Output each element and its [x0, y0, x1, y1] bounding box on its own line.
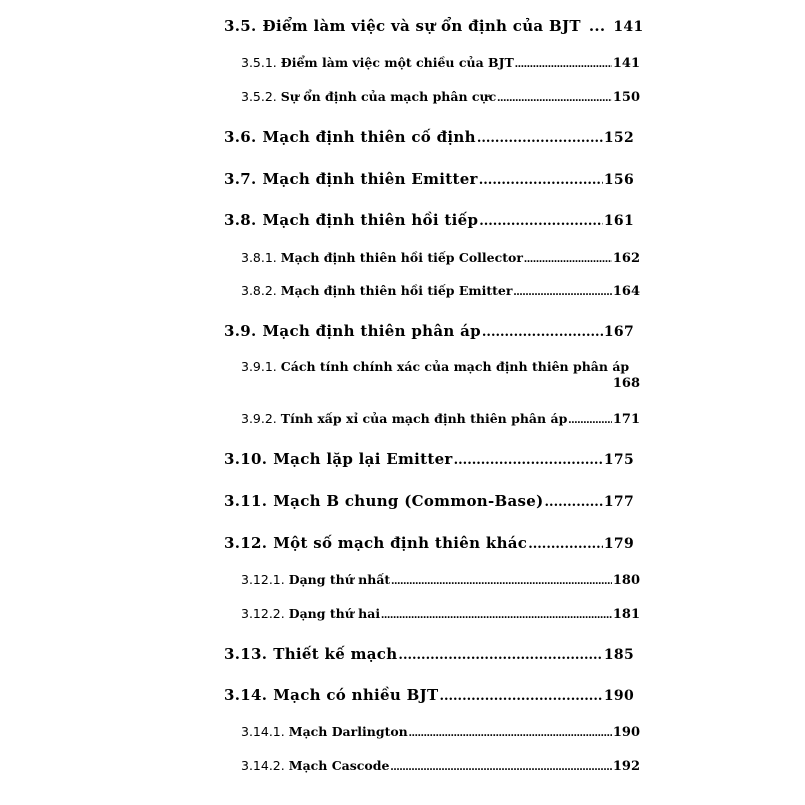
section-title: Mạch định thiên hồi tiếp	[262, 211, 479, 229]
section-title: Mạch Darlington	[288, 724, 408, 739]
dot-leader	[479, 170, 603, 188]
toc-entry-3-8-1[interactable]	[241, 250, 640, 267]
dot-leader	[482, 322, 603, 340]
section-title: Cách tính chính xác của mạch định thiên phân áp	[280, 359, 630, 374]
toc-entry-3-9[interactable]	[224, 322, 634, 340]
toc-entry-3-9-1[interactable]	[241, 359, 640, 391]
page-number: 192	[612, 759, 640, 774]
section-number: 3.8.2.	[241, 283, 277, 298]
section-number: 3.12.1.	[241, 572, 285, 587]
dot-leader	[497, 90, 612, 106]
section-title: Sự ổn định của mạch phân cực	[280, 89, 497, 104]
section-number: 3.9.	[224, 322, 257, 340]
page-number: 156	[603, 172, 634, 188]
toc-entry-3-14[interactable]	[224, 686, 634, 704]
section-number: 3.9.1.	[241, 359, 277, 374]
toc-entry-3-6[interactable]	[224, 128, 634, 146]
section-title: Mạch định thiên hồi tiếp Collector	[280, 250, 523, 265]
section-number: 3.7.	[224, 170, 257, 188]
page-number: 141	[613, 19, 644, 35]
dot-leader	[409, 725, 612, 741]
page-number: 177	[603, 494, 634, 510]
section-number: 3.5.	[224, 17, 257, 35]
section-number: 3.14.1.	[241, 724, 285, 739]
section-number: 3.11.	[224, 492, 268, 510]
page-number: 168	[612, 376, 640, 391]
toc-entry-3-7[interactable]	[224, 170, 634, 188]
section-number: 3.8.	[224, 211, 257, 229]
toc-entry-3-5-2[interactable]	[241, 89, 640, 106]
page-number: 181	[612, 607, 640, 622]
toc-entry-3-5[interactable]	[224, 17, 644, 35]
section-number: 3.9.2.	[241, 411, 277, 426]
section-title: Điểm làm việc một chiều của BJT	[280, 55, 514, 70]
section-title: Mạch định thiên hồi tiếp Emitter	[280, 283, 513, 298]
page-number: 171	[612, 412, 640, 427]
toc-entry-3-12[interactable]	[224, 534, 634, 552]
section-number: 3.10.	[224, 450, 268, 468]
page-number: 179	[603, 536, 634, 552]
section-number: 3.14.	[224, 686, 268, 704]
page-number: 150	[612, 90, 640, 105]
section-title: Mạch Cascode	[288, 758, 390, 773]
toc-entry-3-8[interactable]	[224, 211, 634, 229]
page-number: 175	[603, 452, 634, 468]
dot-leader	[477, 128, 603, 146]
toc-entry-3-12-2[interactable]	[241, 606, 640, 623]
section-title: Mạch lặp lại Emitter	[273, 450, 453, 468]
toc-entry-3-12-1[interactable]	[241, 572, 640, 589]
section-title: Mạch có nhiều BJT	[273, 686, 439, 704]
section-title: Mạch định thiên phân áp	[262, 322, 481, 340]
toc-entry-3-8-2[interactable]	[241, 283, 640, 300]
section-number: 3.12.2.	[241, 606, 285, 621]
toc-entry-3-11[interactable]	[224, 492, 634, 510]
section-number: 3.14.2.	[241, 758, 285, 773]
dot-leader	[568, 412, 612, 428]
section-title: Mạch định thiên Emitter	[262, 170, 478, 188]
dot-leader	[524, 251, 612, 267]
section-number: 3.5.1.	[241, 55, 277, 70]
section-number: 3.8.1.	[241, 250, 277, 265]
leader-ellipsis: ...	[588, 17, 606, 35]
dot-leader	[513, 284, 611, 300]
dot-leader	[454, 450, 603, 468]
page-number: 190	[612, 725, 640, 740]
page-number: 190	[603, 688, 634, 704]
toc-entry-3-9-2[interactable]	[241, 411, 640, 428]
page-number: 180	[612, 573, 640, 588]
dot-leader	[398, 645, 602, 663]
toc-entry-3-14-2[interactable]	[241, 758, 640, 775]
section-title: Mạch B chung (Common-Base)	[273, 492, 544, 510]
page-number: 141	[612, 56, 640, 71]
page-number: 152	[603, 130, 634, 146]
dot-leader	[528, 534, 603, 552]
dot-leader	[479, 211, 603, 229]
toc-entry-3-5-1[interactable]	[241, 55, 640, 72]
toc-entry-3-13[interactable]	[224, 645, 634, 663]
section-number: 3.13.	[224, 645, 268, 663]
dot-leader	[439, 686, 602, 704]
dot-leader	[545, 492, 603, 510]
page-number: 162	[612, 251, 640, 266]
section-title: Dạng thứ hai	[288, 606, 381, 621]
page-number: 167	[603, 324, 634, 340]
toc-entry-3-14-1[interactable]	[241, 724, 640, 741]
section-title: Tính xấp xỉ của mạch định thiên phân áp	[280, 411, 568, 426]
section-number: 3.5.2.	[241, 89, 277, 104]
section-title: Điểm làm việc và sự ổn định của BJT	[262, 17, 581, 35]
section-number: 3.12.	[224, 534, 268, 552]
section-number: 3.6.	[224, 128, 257, 146]
dot-leader	[515, 56, 612, 72]
dot-leader	[381, 607, 612, 623]
section-title: Thiết kế mạch	[273, 645, 398, 663]
toc-entry-3-10[interactable]	[224, 450, 634, 468]
section-title: Một số mạch định thiên khác	[273, 534, 528, 552]
page-number: 161	[603, 213, 634, 229]
section-title: Dạng thứ nhất	[288, 572, 391, 587]
dot-leader	[391, 573, 612, 589]
dot-leader	[390, 759, 611, 775]
section-title: Mạch định thiên cố định	[262, 128, 476, 146]
page-number: 164	[612, 284, 640, 299]
page-number: 185	[603, 647, 634, 663]
